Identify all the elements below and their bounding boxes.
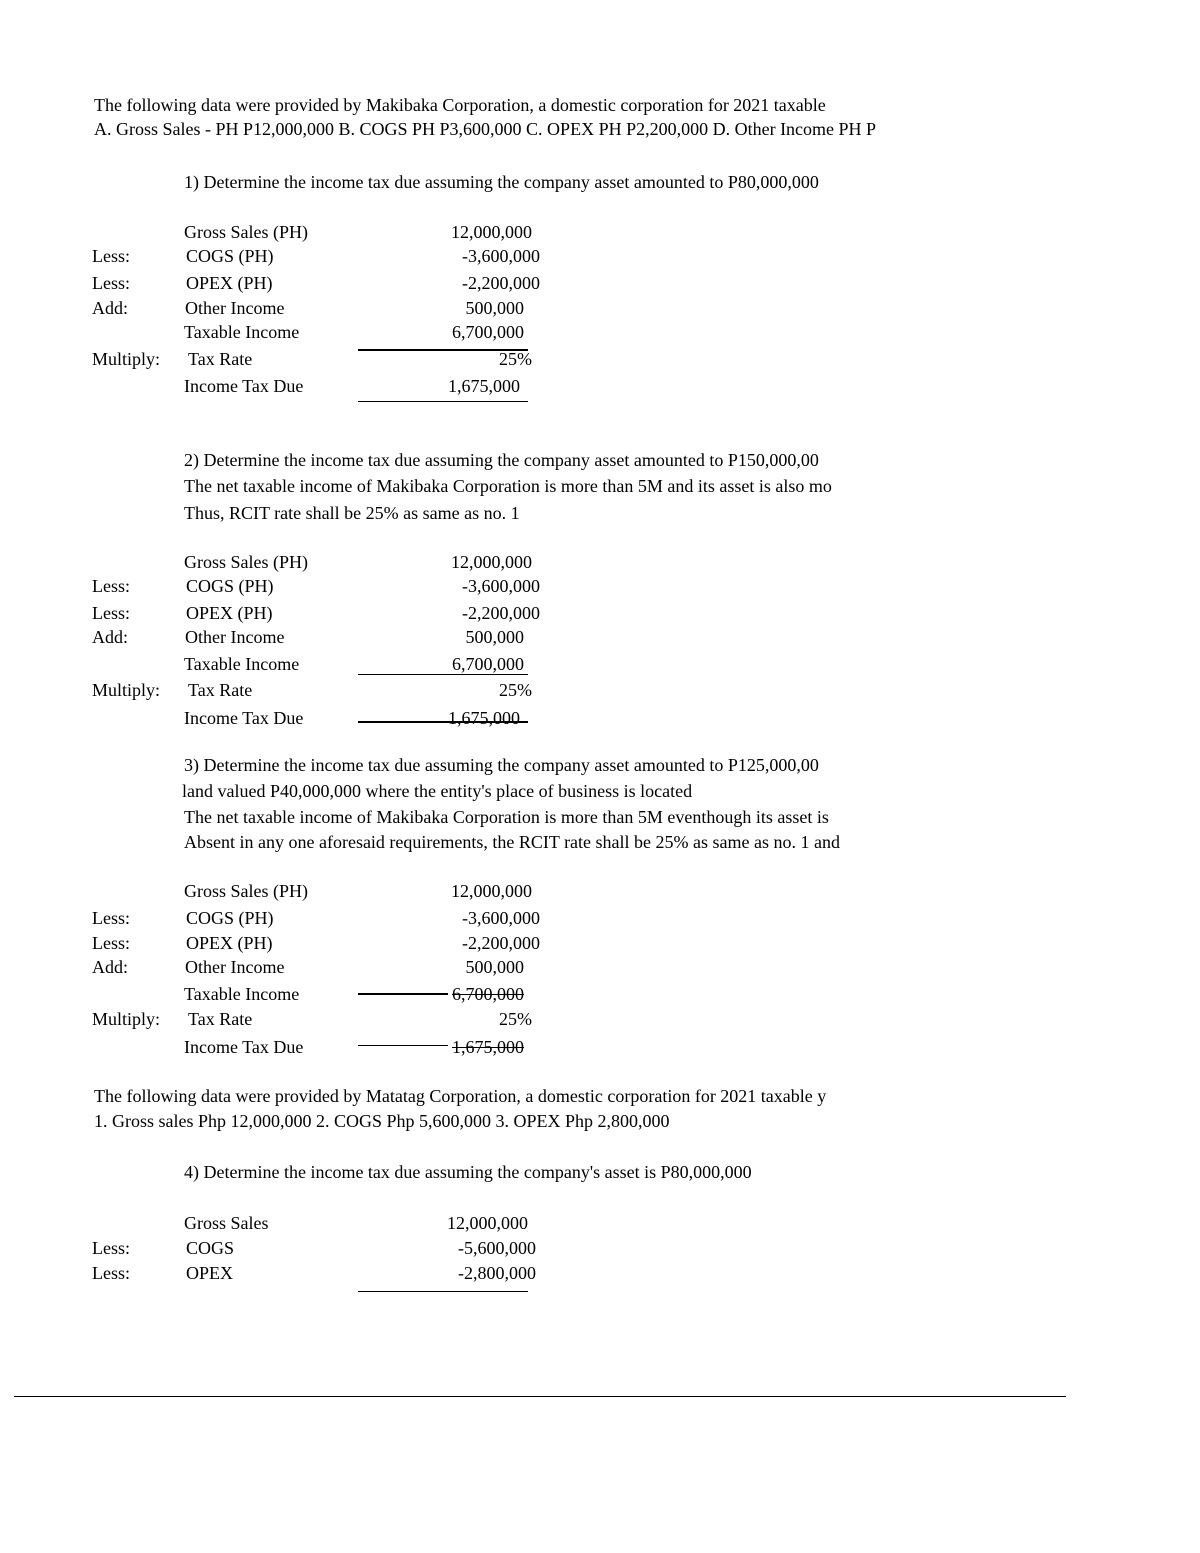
q1-label-add: Add: [92,298,128,318]
q3-value-tax-rate: 25% [499,1009,532,1029]
q2-item-opex: OPEX (PH) [186,603,273,623]
q4-question: 4) Determine the income tax due assuming the company's asset is P80,000,000 [184,1162,752,1182]
q3-item-tax-rate: Tax Rate [188,1009,253,1029]
q2-item-income-tax-due: Income Tax Due [184,708,304,728]
q4-underline [358,1291,528,1292]
q4-value-cogs: -5,600,000 [458,1238,536,1258]
q3-note1: land valued P40,000,000 where the entity's place of business is located [182,781,693,801]
q2-value-taxable-income: 6,700,000 [452,654,524,674]
q4-label-less: Less: [92,1263,130,1283]
q3-label-add: Add: [92,957,128,977]
q2-value-tax-rate: 25% [499,680,532,700]
q2-value-other-income: 500,000 [465,627,524,647]
q2-item-tax-rate: Tax Rate [188,680,253,700]
q2-label-multiply: Multiply: [92,680,161,700]
q3-item-other-income: Other Income [185,957,285,977]
q2-label-add: Add: [92,627,128,647]
q4-label-less: Less: [92,1238,130,1258]
intro2-line1: The following data were provided by Matatag Corporation, a domestic corporation for 2021 taxable y [94,1086,827,1106]
q1-item-cogs: COGS (PH) [186,246,274,266]
q3-item-taxable-income: Taxable Income [184,984,300,1004]
q3-item-opex: OPEX (PH) [186,933,273,953]
q1-value-other-income: 500,000 [465,298,524,318]
q1-item-tax-rate: Tax Rate [188,349,253,369]
q3-value-cogs: -3,600,000 [462,908,540,928]
q3-note2: The net taxable income of Makibaka Corporation is more than 5M eventhough its asset is [184,807,829,827]
q3-value-opex: -2,200,000 [462,933,540,953]
q2-underline-taxable [358,674,528,675]
intro2-line2: 1. Gross sales Php 12,000,000 2. COGS Php 5,600,000 3. OPEX Php 2,800,000 [94,1111,670,1131]
q2-value-cogs: -3,600,000 [462,576,540,596]
q3-item-income-tax-due: Income Tax Due [184,1037,304,1057]
q1-value-opex: -2,200,000 [462,273,540,293]
q1-item-taxable-income: Taxable Income [184,322,300,342]
q1-value-tax-rate: 25% [499,349,532,369]
q2-value-opex: -2,200,000 [462,603,540,623]
q1-label-less: Less: [92,273,130,293]
q3-label-multiply: Multiply: [92,1009,161,1029]
page-divider [14,1396,1066,1397]
q1-underline-total [358,401,528,402]
q2-item-gross-sales: Gross Sales (PH) [184,552,308,572]
q1-value-income-tax-due: 1,675,000 [448,376,520,396]
q1-value-gross-sales: 12,000,000 [451,222,532,242]
q2-label-less: Less: [92,603,130,623]
q1-item-income-tax-due: Income Tax Due [184,376,304,396]
q2-label-less: Less: [92,576,130,596]
q4-item-gross-sales: Gross Sales [184,1213,269,1233]
q2-item-taxable-income: Taxable Income [184,654,300,674]
q1-item-gross-sales: Gross Sales (PH) [184,222,308,242]
q4-value-gross-sales: 12,000,000 [447,1213,528,1233]
q3-value-other-income: 500,000 [465,957,524,977]
intro1-line1: The following data were provided by Makibaka Corporation, a domestic corporation for 2021 taxable [94,95,826,115]
q2-question: 2) Determine the income tax due assuming the company asset amounted to P150,000,00 [184,450,819,470]
q1-item-opex: OPEX (PH) [186,273,273,293]
q3-note3: Absent in any one aforesaid requirements, the RCIT rate shall be 25% as same as no. 1 and [184,832,840,852]
q1-label-multiply: Multiply: [92,349,161,369]
q1-question: 1) Determine the income tax due assuming the company asset amounted to P80,000,000 [184,172,819,192]
q2-item-other-income: Other Income [185,627,285,647]
q2-item-cogs: COGS (PH) [186,576,274,596]
q3-value-gross-sales: 12,000,000 [451,881,532,901]
q1-label-less: Less: [92,246,130,266]
q4-value-opex: -2,800,000 [458,1263,536,1283]
q4-item-opex: OPEX [186,1263,234,1283]
q3-item-cogs: COGS (PH) [186,908,274,928]
q4-item-cogs: COGS [186,1238,235,1258]
q2-value-gross-sales: 12,000,000 [451,552,532,572]
q1-item-other-income: Other Income [185,298,285,318]
intro1-line2: A. Gross Sales - PH P12,000,000 B. COGS PH P3,600,000 C. OPEX PH P2,200,000 D. Other Income PH P [94,119,877,139]
q2-note2: Thus, RCIT rate shall be 25% as same as no. 1 [184,503,520,523]
q3-item-gross-sales: Gross Sales (PH) [184,881,308,901]
q2-underline-total [358,721,528,723]
q2-note1: The net taxable income of Makibaka Corporation is more than 5M and its asset is also mo [184,476,832,496]
q3-label-less: Less: [92,933,130,953]
q3-value-income-tax-due: 1,675,000 [452,1037,524,1057]
q3-question: 3) Determine the income tax due assuming the company asset amounted to P125,000,00 [184,755,819,775]
q3-label-less: Less: [92,908,130,928]
q3-underline-taxable [358,993,448,995]
q1-value-cogs: -3,600,000 [462,246,540,266]
q3-value-taxable-income: 6,700,000 [452,984,524,1004]
q1-value-taxable-income: 6,700,000 [452,322,524,342]
q2-value-income-tax-due: 1,675,000 [448,708,520,728]
q3-underline-total [358,1045,448,1046]
